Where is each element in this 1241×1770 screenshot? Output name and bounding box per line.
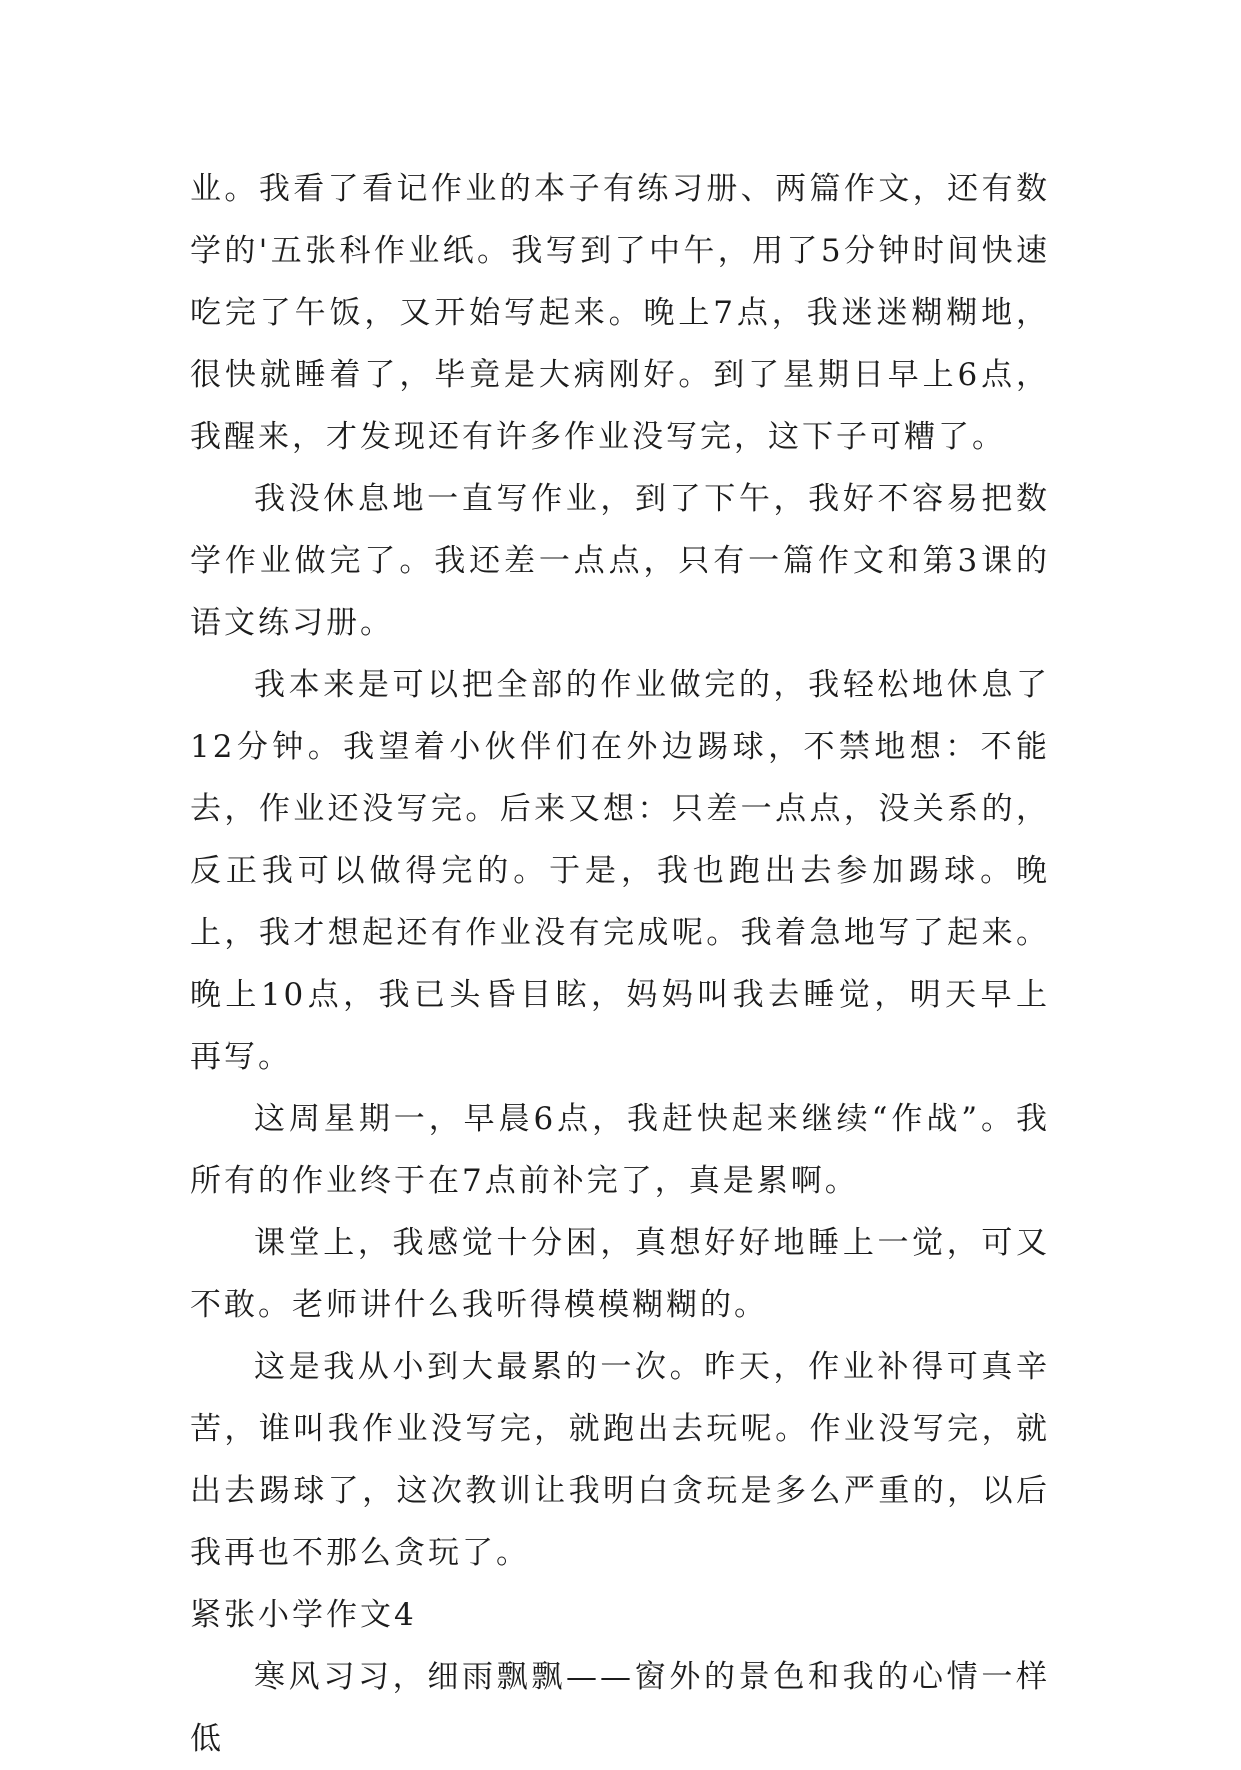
paragraph-football: 我本来是可以把全部的作业做完的，我轻松地休息了12分钟。我望着小伙伴们在外边踢球，不禁地想：不能去，作业还没写完。后来又想：只差一点点，没关系的，反正我可以做得完的。于是，我也跑出去参加踢球。晚上，我才想起还有作业没有完成呢。我着急地写了起来。晚上10点，我已头昏目眩，妈妈叫我去睡觉，明天早上再写。 — [190, 667, 1050, 1075]
paragraph-homework-progress: 我没休息地一直写作业，到了下午，我好不容易把数学作业做完了。我还差一点点，只有一篇作文和第3课的语文练习册。 — [190, 481, 1050, 641]
paragraph-monday: 这周星期一，早晨6点，我赶快起来继续“作战”。我所有的作业终于在7点前补完了，真是累啊。 — [190, 1101, 1050, 1199]
paragraph-continuation: 业。我看了看记作业的本子有练习册、两篇作文，还有数学的'五张科作业纸。我写到了中午，用了5分钟时间快速吃完了午饭，又开始写起来。晚上7点，我迷迷糊糊地，很快就睡着了，毕竟是大病刚好。到了星期日早上6点，我醒来，才发现还有许多作业没写完，这下子可糟了。 — [190, 171, 1050, 455]
essay-heading: 紧张小学作文4 — [190, 1597, 417, 1633]
document-body — [190, 158, 1050, 1770]
paragraph-essay4-opening: 寒风习习，细雨飘飘——窗外的景色和我的心情一样低 — [190, 1659, 1050, 1757]
paragraph-classroom: 课堂上，我感觉十分困，真想好好地睡上一觉，可又不敢。老师讲什么我听得模模糊糊的。 — [190, 1225, 1050, 1323]
paragraph-lesson: 这是我从小到大最累的一次。昨天，作业补得可真辛苦，谁叫我作业没写完，就跑出去玩呢。作业没写完，就出去踢球了，这次教训让我明白贪玩是多么严重的，以后我再也不那么贪玩了。 — [190, 1349, 1050, 1571]
